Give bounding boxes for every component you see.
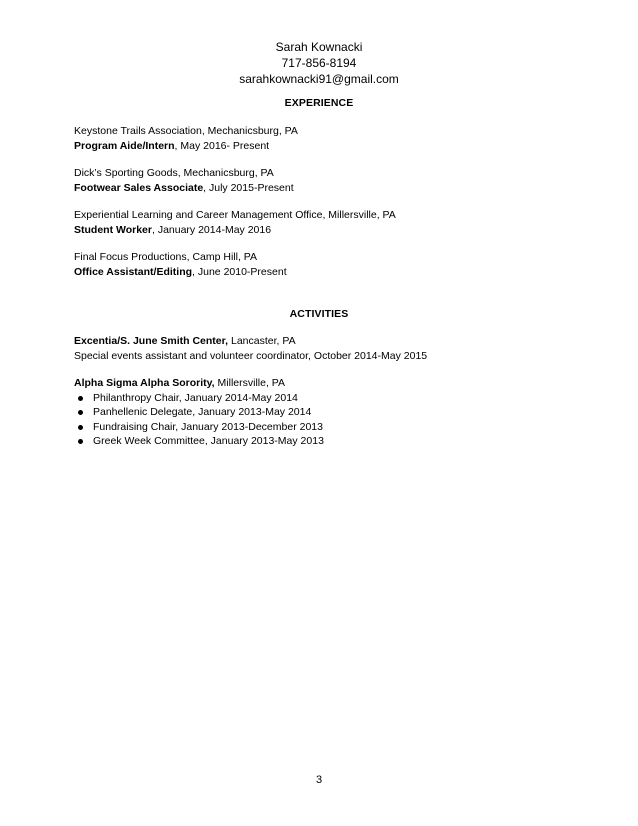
activity-location: Lancaster, PA bbox=[228, 335, 296, 347]
activities-heading: ACTIVITIES bbox=[289, 308, 349, 320]
experience-entry bbox=[74, 124, 594, 153]
activity-bullet-text: Panhellenic Delegate, January 2013-May 2014 bbox=[93, 406, 312, 418]
activity-organization: Excentia/S. June Smith Center, bbox=[74, 335, 229, 347]
activity-bullet-text: Philanthropy Chair, January 2014-May 2014 bbox=[93, 391, 298, 404]
experience-role-line bbox=[74, 223, 594, 238]
experience-role: Office Assistant/Editing bbox=[74, 265, 193, 278]
activity-title-line bbox=[74, 334, 594, 349]
experience-dates: , May 2016- Present bbox=[174, 139, 270, 152]
activity-entry bbox=[74, 334, 594, 363]
experience-entry bbox=[74, 208, 594, 237]
activity-bullet-text: Greek Week Committee, January 2013-May 2013 bbox=[93, 435, 324, 447]
experience-dates: , January 2014-May 2016 bbox=[151, 223, 272, 236]
experience-entry bbox=[74, 166, 594, 195]
experience-role: Program Aide/Intern bbox=[74, 139, 175, 152]
activity-bullet-list bbox=[74, 391, 594, 449]
activity-bullet-item bbox=[74, 405, 594, 420]
activity-entry bbox=[74, 376, 594, 449]
page-number: 3 bbox=[315, 774, 323, 786]
bullet-icon bbox=[78, 439, 83, 444]
contact-header bbox=[0, 39, 638, 87]
experience-dates: , June 2010-Present bbox=[192, 265, 287, 278]
activity-bullet-text: Fundraising Chair, January 2013-December 2013 bbox=[93, 420, 323, 433]
activity-description: Special events assistant and volunteer coordinator, October 2014-May 2015 bbox=[74, 349, 428, 362]
experience-heading: EXPERIENCE bbox=[284, 97, 354, 109]
bullet-icon bbox=[78, 410, 83, 415]
candidate-phone: 717-856-8194 bbox=[281, 56, 357, 70]
experience-organization: Dick’s Sporting Goods, Mechanicsburg, PA bbox=[74, 167, 274, 179]
bullet-icon bbox=[78, 396, 83, 401]
experience-role: Student Worker bbox=[74, 223, 152, 236]
experience-organization: Experiential Learning and Career Management Office, Millersville, PA bbox=[74, 209, 396, 221]
activity-bullet-item bbox=[74, 420, 594, 435]
activity-bullet-item bbox=[74, 434, 594, 449]
experience-organization: Final Focus Productions, Camp Hill, PA bbox=[74, 251, 258, 263]
experience-organization: Keystone Trails Association, Mechanicsburg, PA bbox=[74, 125, 298, 137]
activity-title-line bbox=[74, 376, 594, 391]
activity-bullet-item bbox=[74, 391, 594, 406]
experience-role-line bbox=[74, 265, 594, 280]
experience-role-line bbox=[74, 181, 594, 196]
candidate-name: Sarah Kownacki bbox=[275, 40, 363, 54]
bullet-icon bbox=[78, 425, 83, 430]
experience-entry bbox=[74, 250, 594, 279]
candidate-email: sarahkownacki91@gmail.com bbox=[239, 72, 399, 86]
experience-dates: , July 2015-Present bbox=[203, 181, 294, 194]
activity-organization: Alpha Sigma Alpha Sorority, bbox=[74, 377, 215, 389]
experience-role-line bbox=[74, 139, 594, 154]
experience-role: Footwear Sales Associate bbox=[74, 181, 204, 194]
activity-location: Millersville, PA bbox=[214, 377, 286, 389]
